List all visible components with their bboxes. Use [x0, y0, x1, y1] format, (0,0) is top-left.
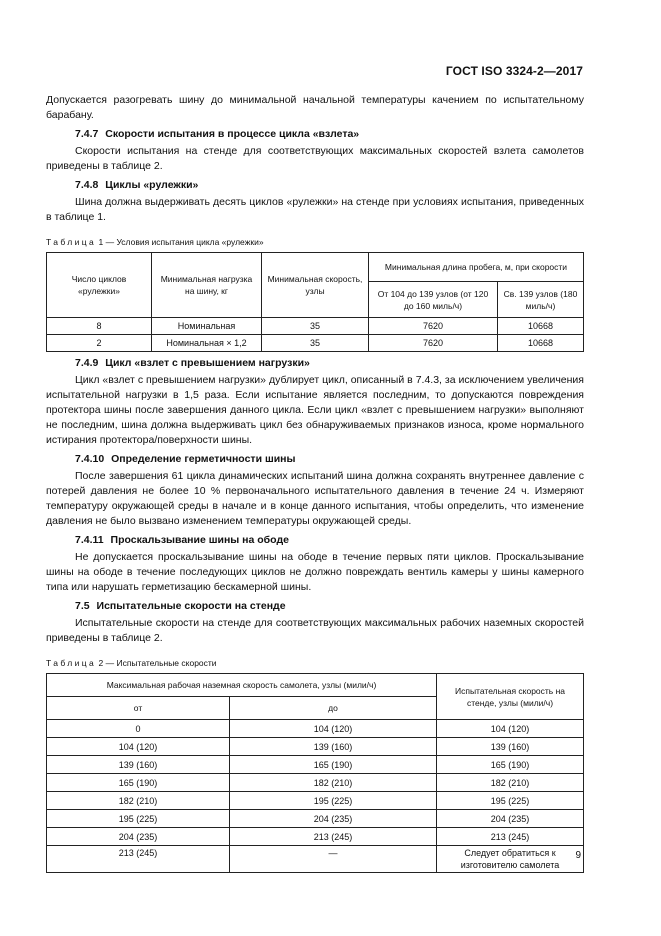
- table-row: [47, 318, 584, 335]
- table-cell: 213 (245): [230, 828, 437, 846]
- column-header: Минимальная скорость, узлы: [262, 253, 369, 318]
- column-header: до: [230, 697, 437, 720]
- section-title: Проскальзывание шины на ободе: [110, 534, 289, 546]
- section-heading-7-4-11: [46, 533, 584, 548]
- table-cell: Номинальная: [152, 318, 262, 335]
- page-content: [46, 93, 584, 873]
- table-cell: 204 (235): [230, 810, 437, 828]
- table-row: [47, 828, 584, 846]
- table1-caption: [46, 237, 584, 247]
- table-cell: 195 (225): [47, 810, 230, 828]
- table-cell: 204 (235): [437, 810, 584, 828]
- table-cell: 182 (210): [230, 774, 437, 792]
- paragraph: Цикл «взлет с превышением нагрузки» дублирует цикл, описанный в 7.4.3, за исключением увеличения испытательной нагрузки в 1,5 раза. Если испытание является последним, то допускаются повреждения протектора шины после завершения данного цикла. Если цикл «взлет с превышением нагрузки» выполняют не последним, шина должна выдерживать цикл без обнаруживаемых признаков износа, кроме нормального истирания протектора/поверхности шины.: [46, 374, 584, 446]
- table-row: [47, 720, 584, 738]
- table-cell: 139 (160): [47, 756, 230, 774]
- paragraph: Допускается разогревать шину до минимальной начальной температуры качением по испытательному барабану.: [46, 94, 584, 121]
- table-cell: 104 (120): [437, 720, 584, 738]
- paragraph: Шина должна выдерживать десять циклов «рулежки» на стенде при условиях испытания, приведенных в таблице 1.: [46, 196, 584, 223]
- table-caption-label: Таблица: [46, 658, 97, 668]
- standard-designation: ГОСТ ISO 3324-2—2017: [445, 64, 583, 78]
- section-title: Определение герметичности шины: [111, 453, 296, 465]
- table2-caption: [46, 658, 584, 668]
- page-number: 9: [575, 850, 581, 861]
- table-cell: 204 (235): [47, 828, 230, 846]
- section-heading-7-5: [46, 599, 584, 614]
- paragraph: Скорости испытания на стенде для соответствующих максимальных скоростей взлета самолетов приведены в таблице 2.: [46, 145, 584, 172]
- section-number: 7.4.7: [75, 128, 99, 140]
- section-heading-7-4-9: [46, 356, 584, 371]
- table-row: [47, 774, 584, 792]
- column-header: Минимальная длина пробега, м, при скорости: [369, 253, 584, 282]
- table-cell: 2: [47, 335, 152, 352]
- section-title: Цикл «взлет с превышением нагрузки»: [105, 357, 310, 369]
- paragraph: После завершения 61 цикла динамических испытаний шина должна сохранять внутреннее давление с потерей давления не более 10 % первоначального испытательного давления в течение 24 ч. Измеряют температуру окружающей среды в начале и в конце данного испытания, чтобы определить, что изменение давления не было вызвано изменением температуры окружающей среды.: [46, 470, 584, 527]
- table-caption-text: 2 — Испытательные скорости: [98, 658, 217, 668]
- table-cell: 10668: [497, 318, 583, 335]
- section-number: 7.4.8: [75, 179, 99, 191]
- table2: [46, 673, 584, 873]
- section-number: 7.4.9: [75, 357, 99, 369]
- table-cell: 182 (210): [47, 792, 230, 810]
- table-row: [47, 756, 584, 774]
- table-cell: 195 (225): [230, 792, 437, 810]
- table-cell: —: [230, 846, 437, 873]
- section-number: 7.4.10: [75, 453, 105, 465]
- table-cell: 104 (120): [47, 738, 230, 756]
- column-header: Число циклов «рулежки»: [47, 253, 152, 318]
- column-header: Св. 139 узлов (180 миль/ч): [497, 282, 583, 318]
- table-row: [47, 846, 584, 873]
- table-cell: 165 (190): [230, 756, 437, 774]
- table1: [46, 252, 584, 352]
- table-cell: 35: [262, 335, 369, 352]
- table-row: [47, 810, 584, 828]
- table-row: [47, 738, 584, 756]
- table-cell: Следует обратиться к изготовителю самолета: [437, 846, 584, 873]
- table-cell: 165 (190): [437, 756, 584, 774]
- section-title: Испытательные скорости на стенде: [96, 600, 286, 612]
- table-cell: 7620: [369, 318, 498, 335]
- column-header: от: [47, 697, 230, 720]
- paragraph: Испытательные скорости на стенде для соответствующих максимальных рабочих наземных скоростей приведены в таблице 2.: [46, 617, 584, 644]
- table-cell: 8: [47, 318, 152, 335]
- section-title: Циклы «рулежки»: [105, 179, 199, 191]
- section-heading-7-4-10: [46, 452, 584, 467]
- table-cell: Номинальная × 1,2: [152, 335, 262, 352]
- column-header: Испытательная скорость на стенде, узлы (мили/ч): [437, 674, 584, 720]
- table-cell: 35: [262, 318, 369, 335]
- table-cell: 213 (245): [437, 828, 584, 846]
- section-heading-7-4-7: [46, 127, 584, 142]
- table-cell: 213 (245): [47, 846, 230, 873]
- table-cell: 10668: [497, 335, 583, 352]
- table-cell: 195 (225): [437, 792, 584, 810]
- table-cell: 139 (160): [437, 738, 584, 756]
- column-header: Минимальная нагрузка на шину, кг: [152, 253, 262, 318]
- section-title: Скорости испытания в процессе цикла «взлета»: [105, 128, 360, 140]
- column-header: От 104 до 139 узлов (от 120 до 160 миль/ч): [369, 282, 498, 318]
- table-cell: 104 (120): [230, 720, 437, 738]
- section-number: 7.4.11: [75, 534, 104, 546]
- section-number: 7.5: [75, 600, 90, 612]
- table-row: [47, 792, 584, 810]
- section-heading-7-4-8: [46, 178, 584, 193]
- table-row: [47, 335, 584, 352]
- table-caption-text: 1 — Условия испытания цикла «рулежки»: [98, 237, 264, 247]
- table-caption-label: Таблица: [46, 237, 97, 247]
- paragraph: Не допускается проскальзывание шины на ободе в течение первых пяти циклов. Проскальзывание шины на ободе в течение последующих циклов не должно повреждать вентиль камеры у шины камерного типа или нарушать герметизацию бескамерной шины.: [46, 551, 584, 593]
- table-cell: 7620: [369, 335, 498, 352]
- column-header: Максимальная рабочая наземная скорость самолета, узлы (мили/ч): [47, 674, 437, 697]
- table-cell: 165 (190): [47, 774, 230, 792]
- table-cell: 0: [47, 720, 230, 738]
- table-cell: 182 (210): [437, 774, 584, 792]
- table-cell: 139 (160): [230, 738, 437, 756]
